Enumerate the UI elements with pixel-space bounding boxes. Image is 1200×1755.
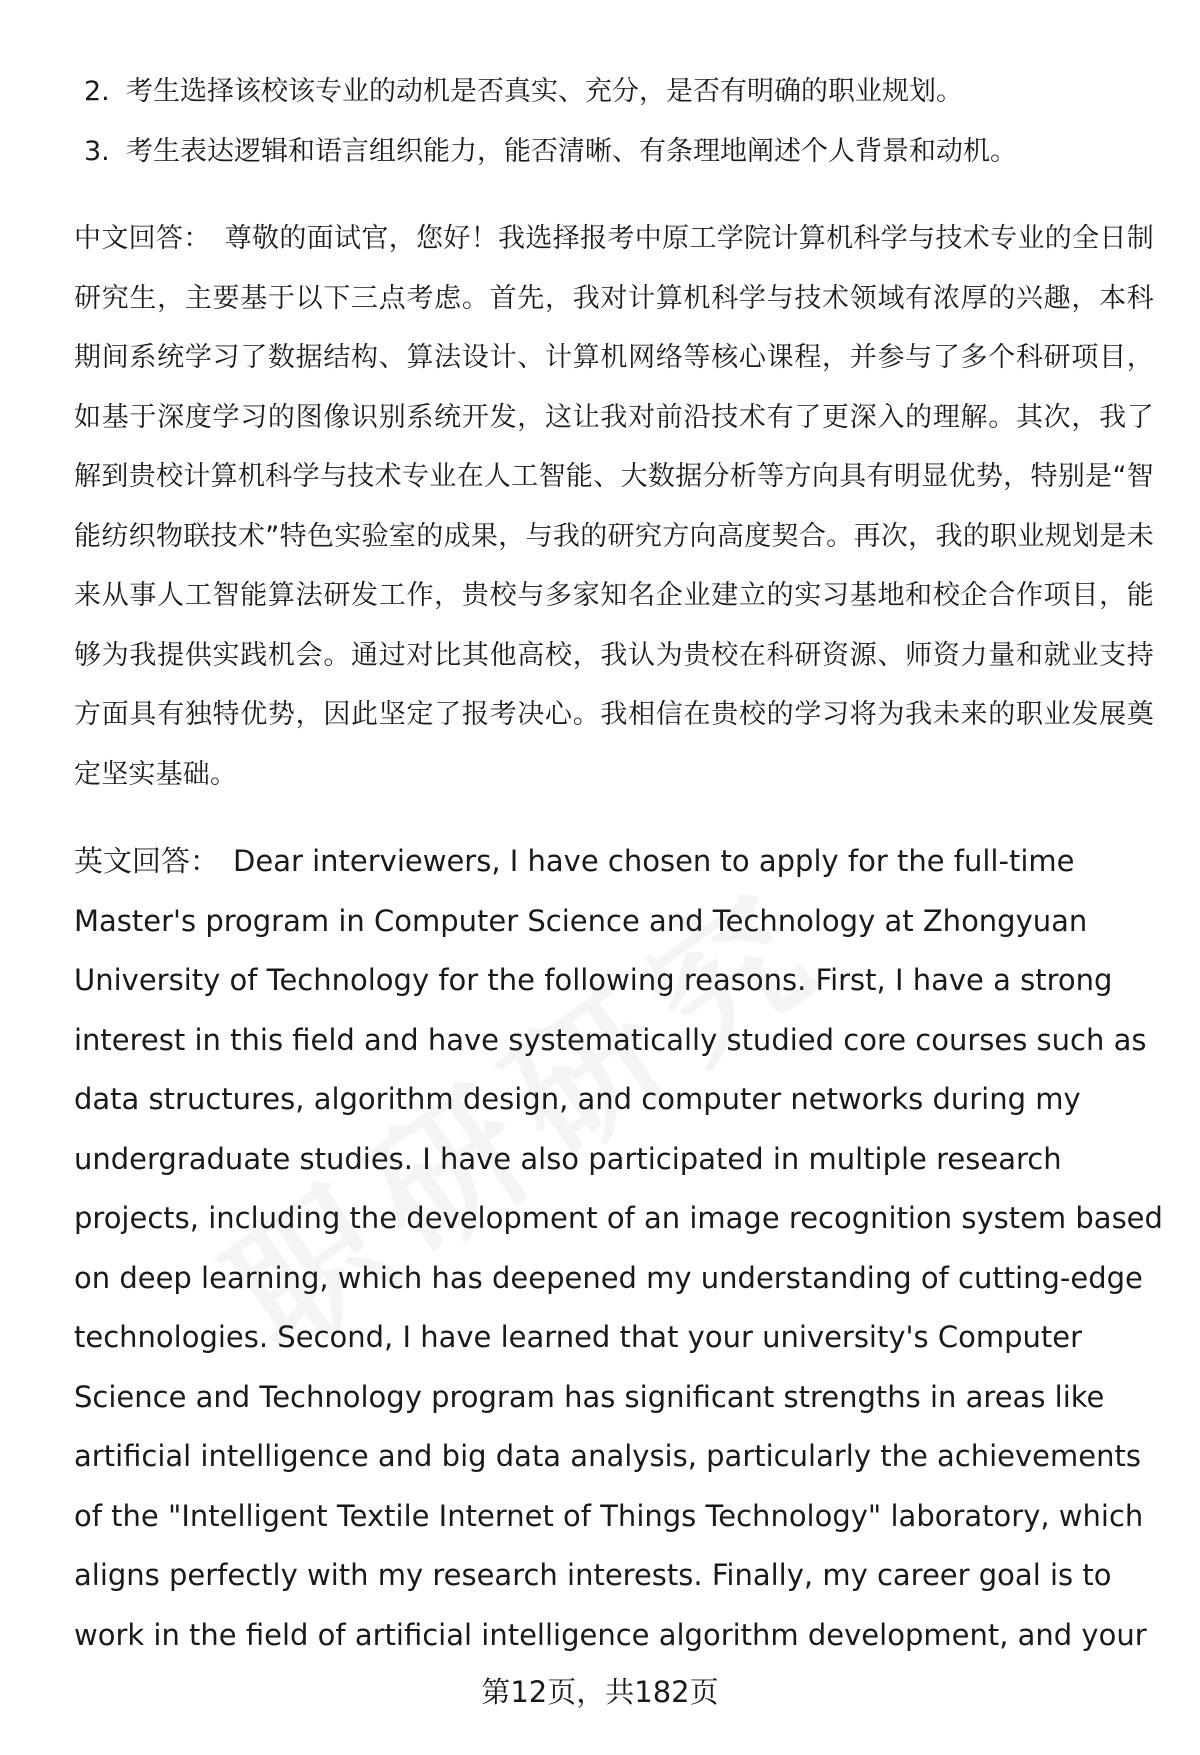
list-item [84, 62, 1144, 122]
list-item-text: 考生选择该校该专业的动机是否真实、充分，是否有明确的职业规划。 [126, 76, 963, 107]
list-item-number: 2. [84, 76, 110, 107]
english-answer-label: 英文回答： [74, 844, 220, 878]
list-item [84, 122, 1144, 182]
english-answer-text: Dear interviewers, I have chosen to apply for the full-time Master's program in Computer Science and Technology at Zhongyuan University of Technology for the following reasons. First, I have a strong interest in this field and have systematically studied core courses such as data structures, algorithm design, and computer networks during my undergraduate studies. I have also participated in multiple research projects, including the development of an image recognition system based on deep learning, which has deepened my understanding of cutting-edge technologies. Second, I have learned that your university's Computer Science and Technology program has significant strengths in areas like artificial intelligence and big data analysis, particularly the achievements of the "Intelligent Textile Internet of Things Technology" laboratory, which aligns perfectly with my research interests. Finally, my career goal is to work in the field of artificial intelligence algorithm development, and your [74, 844, 1163, 1652]
chinese-answer-label: 中文回答： [74, 223, 211, 254]
list-item-number: 3. [84, 136, 110, 167]
list-item-text: 考生表达逻辑和语言组织能力，能否清晰、有条理地阐述个人背景和动机。 [126, 136, 1017, 167]
english-answer [74, 832, 1164, 1665]
page-number: 第12页，共182页 [481, 1675, 719, 1709]
evaluation-criteria-list [84, 62, 1144, 182]
chinese-answer-text: 尊敬的面试官，您好！我选择报考中原工学院计算机科学与技术专业的全日制研究生，主要基于以下三点考虑。首先，我对计算机科学与技术领域有浓厚的兴趣，本科期间系统学习了数据结构、算法设计、计算机网络等核心课程，并参与了多个科研项目，如基于深度学习的图像识别系统开发，这让我对前沿技术有了更深入的理解。其次，我了解到贵校计算机科学与技术专业在人工智能、大数据分析等方向具有明显优势，特别是“智能纺织物联技术”特色实验室的成果，与我的研究方向高度契合。再次，我的职业规划是未来从事人工智能算法研发工作，贵校与多家知名企业建立的实习基地和校企合作项目，能够为我提供实践机会。通过对比其他高校，我认为贵校在科研资源、师资力量和就业支持方面具有独特优势，因此坚定了报考决心。我相信在贵校的学习将为我未来的职业发展奠定坚实基础。 [74, 223, 1154, 790]
chinese-answer [74, 209, 1154, 804]
